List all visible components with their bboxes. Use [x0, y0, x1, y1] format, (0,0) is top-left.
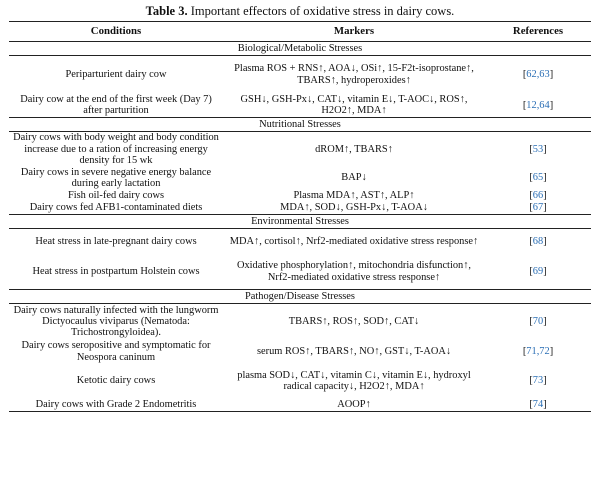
reference-cell: [67] [529, 202, 547, 214]
header-row [9, 22, 591, 42]
reference-cell: [65] [529, 172, 547, 184]
header-references: References [485, 22, 591, 42]
reference-link[interactable]: 74 [532, 399, 544, 411]
condition-cell: Dairy cows with body weight and body condition increase due to a ration of increasing energy density for 15 wk [13, 132, 219, 166]
effectors-table [9, 21, 591, 412]
reference-link[interactable]: 73 [532, 375, 544, 387]
condition-cell: Fish oil-fed dairy cows [67, 189, 165, 201]
reference-cell: [74] [485, 399, 591, 412]
table-row [9, 340, 591, 364]
section-title: Nutritional Stresses [9, 118, 591, 132]
reference-cell: [71,72] [522, 345, 554, 357]
section-row [9, 215, 591, 229]
table-body [9, 42, 591, 412]
reference-cell: [70] [529, 316, 547, 328]
markers-cell: dROM↑, TBARS↑ [315, 143, 393, 155]
section-title: Environmental Stresses [9, 215, 591, 229]
markers-cell: Oxidative phosphorylation↑, mitochondria disfunction↑, Nrf2-mediated oxidative stress response↑ [236, 260, 472, 283]
table-caption-text: Important effectors of oxidative stress in dairy cows. [187, 4, 455, 18]
condition-cell: Heat stress in postpartum Holstein cows [32, 266, 200, 278]
table-row [9, 202, 591, 215]
markers-cell: BAP↓ [341, 172, 367, 184]
markers-cell: plasma SOD↓, CAT↓, vitamin C↓, vitamin E↓, hydroxyl radical capacity↓, H2O2↑, MDA↑ [237, 369, 471, 392]
markers-cell: TBARS↑, ROS↑, SOD↑, CAT↓ [288, 316, 420, 328]
condition-cell: Dairy cow at the end of the first week (Day 7) after parturition [20, 93, 212, 117]
condition-cell: Dairy cows seropositive and symptomatic for Neospora caninum [21, 340, 211, 363]
reference-link[interactable]: 67 [532, 202, 544, 214]
reference-link[interactable]: 12,64 [526, 99, 550, 111]
reference-cell: [53] [529, 143, 547, 155]
section-title: Pathogen/Disease Stresses [9, 290, 591, 304]
section-row [9, 118, 591, 132]
header-markers: Markers [223, 22, 485, 42]
condition-cell: Ketotic dairy cows [76, 375, 156, 387]
reference-link[interactable]: 62,63 [526, 69, 550, 81]
reference-link[interactable]: 53 [532, 143, 544, 155]
table-caption [9, 4, 591, 21]
markers-cell: AOOP↑ [223, 399, 485, 412]
table-figure [9, 0, 591, 412]
condition-cell: Periparturient dairy cow [65, 69, 167, 81]
markers-cell: MDA↑, SOD↓, GSH-Px↓, T-AOA↓ [280, 202, 428, 214]
reference-cell: [69] [529, 266, 547, 278]
table-row [9, 132, 591, 167]
condition-cell: Dairy cows in severe negative energy balance during early lactation [20, 166, 212, 189]
reference-link[interactable]: 69 [532, 266, 544, 278]
table-row [9, 229, 591, 255]
reference-cell: [12,64] [522, 99, 554, 111]
table-caption-label: Table 3. [145, 4, 188, 18]
section-row [9, 290, 591, 304]
reference-link[interactable]: 70 [532, 316, 544, 328]
markers-cell: serum ROS↑, TBARS↑, NO↑, GST↓, T-AOA↓ [256, 345, 452, 357]
table-row [9, 304, 591, 340]
reference-cell: [66] [529, 189, 547, 201]
reference-link[interactable]: 65 [532, 172, 544, 184]
reference-cell: [62,63] [522, 69, 554, 81]
condition-cell: Dairy cows fed AFB1-contaminated diets [29, 202, 203, 214]
condition-cell: Dairy cows naturally infected with the lungworm Dictyocaulus viviparus (Nematoda: Trichostrongyloidea). [13, 304, 219, 339]
header-conditions: Conditions [9, 22, 223, 42]
reference-link[interactable]: 66 [532, 189, 544, 201]
markers-cell: MDA↑, cortisol↑, Nrf2-mediated oxidative stress response↑ [229, 236, 479, 248]
table-row [9, 364, 591, 399]
markers-cell: GSH↓, GSH-Px↓, CAT↓, vitamin E↓, T-AOC↓, ROS↑, H2O2↑, MDA↑ [240, 93, 468, 117]
reference-link[interactable]: 71,72 [526, 345, 550, 357]
reference-link[interactable]: 68 [532, 236, 544, 248]
table-row [9, 255, 591, 290]
table-row [9, 167, 591, 190]
condition-cell: Dairy cows with Grade 2 Endometritis [9, 399, 223, 412]
table-row [9, 94, 591, 118]
reference-cell: [68] [529, 236, 547, 248]
section-title: Biological/Metabolic Stresses [9, 42, 591, 56]
table-row [9, 190, 591, 202]
section-row [9, 42, 591, 56]
table-row [9, 399, 591, 412]
markers-cell: Plasma ROS + RNS↑, AOA↓, OSi↑, 15-F2t-isoprostane↑, TBARS↑, hydroperoxides↑ [234, 63, 474, 86]
table-row [9, 56, 591, 94]
reference-cell: [73] [529, 375, 547, 387]
markers-cell: Plasma MDA↑, AST↑, ALP↑ [293, 189, 415, 201]
condition-cell: Heat stress in late-pregnant dairy cows [35, 236, 197, 248]
